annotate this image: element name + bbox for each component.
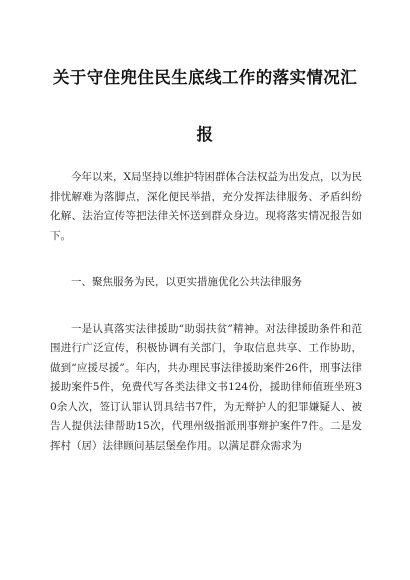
intro-paragraph: 今年以来，X局坚持以维护特困群体合法权益为出发点，以为民排忧解难为落脚点，深化便民举措，充分发挥法律服务、矛盾纠纷化解、法治宣传等把法律关怀送到群众身边。现将落实情况报告如下。 (50, 171, 362, 242)
document-title-line-2: 报 (196, 125, 214, 144)
document-title-line-1: 关于守住兜住民生底线工作的落实情况汇 (52, 68, 358, 87)
section-heading-1: 一、聚焦服务为民，以更实措施优化公共法律服务 (71, 276, 302, 288)
document-body (50, 168, 362, 456)
body-paragraph: 一是认真落实法律援助“助弱扶贫”精神。对法律援助条件和范围进行广泛宣传，积极协调有关部门，争取信息共享、工作协助，做到“应援尽援”。年内，共办理民事法律援助案件26件，刑事法律援助案件5件，免费代写各类法律文书124份，援助律师值班坐班30余人次，签订认罪认罚具结书7件，为无辩护人的犯罪嫌疑人、被告人提供法律帮助15次，代理州级指派刑事辩护案件7件。二是发挥村（居）法律顾问基层堡垒作用。以满足群众需求为 (50, 322, 362, 452)
